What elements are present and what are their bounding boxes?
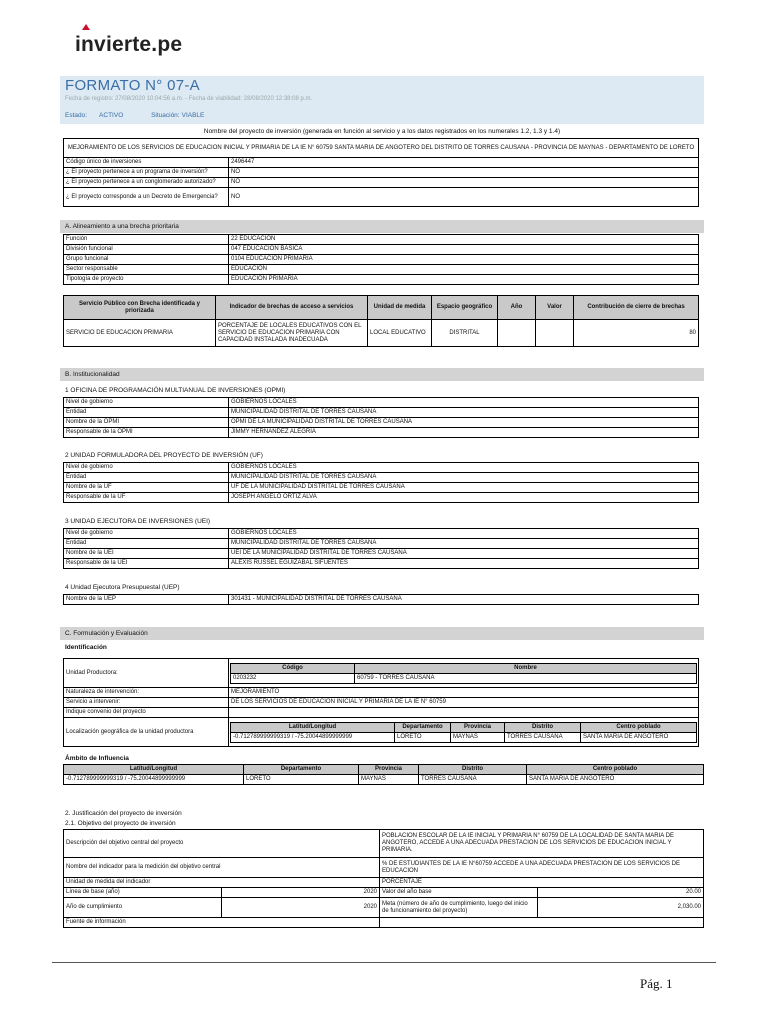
registration-dates: Fecha de registro: 27/08/2020 10:04:56 a.m. - Fecha de viabilidad: 28/08/2020 12:38:08 p.m. — [65, 96, 313, 102]
objetivo-title: 2.1. Objetivo del proyecto de inversión — [65, 820, 176, 827]
objective-table — [63, 829, 704, 928]
brecha-header-anio: Año — [498, 296, 536, 320]
brecha-unidad: LOCAL EDUCATIVO — [368, 320, 432, 347]
up-nombre: 60759 - TORRES CAUSANA — [355, 673, 697, 683]
opmi-responsable-value: JIMMY HERNANDEZ ALEGRIA — [229, 428, 699, 438]
invierte-logo: invierte.pe — [75, 33, 183, 56]
page-title: FORMATO N° 07-A — [65, 77, 200, 94]
situacion-value: VIABLE — [181, 112, 205, 119]
uep-nombre-value: 301431 - MUNICIPALIDAD DISTRITAL DE TORRES CAUSANA — [229, 595, 699, 605]
uei-nombre-value: UEI DE LA MUNICIPALIDAD DISTRITAL DE TORRES CAUSANA — [229, 549, 699, 559]
uep-title: 4 Unidad Ejecutora Presupuestal (UEP) — [65, 584, 180, 591]
uf-entidad-value: MUNICIPALIDAD DISTRITAL DE TORRES CAUSANA — [229, 473, 699, 483]
emergencia-label: ¿ El proyecto corresponde a un Decreto de Emergencia? — [64, 188, 229, 207]
servicio-label: Servicio a intervenir: — [64, 698, 229, 708]
brecha-anio — [498, 320, 536, 347]
amb-provincia: MAYNAS — [359, 775, 419, 785]
alignment-table — [63, 234, 699, 285]
funcion-value: 22 EDUCACIÓN — [229, 235, 699, 245]
amb-header-distrito: Distrito — [419, 765, 527, 775]
brecha-servicio: SERVICIO DE EDUCACION PRIMARIA — [64, 320, 216, 347]
tipologia-value: EDUCACIÓN PRIMARIA — [229, 275, 699, 285]
loc-header-centro: Centro poblado — [581, 722, 697, 732]
uep-table — [63, 594, 699, 605]
opmi-entidad-label: Entidad — [64, 408, 229, 418]
uf-entidad-label: Entidad — [64, 473, 229, 483]
amb-latlon: -0.712789999999319 / -75.20044899999999 — [64, 775, 244, 785]
loc-distrito: TORRES CAUSANA — [505, 732, 581, 742]
project-table — [63, 138, 699, 207]
brecha-valor — [536, 320, 574, 347]
up-header-nombre: Nombre — [355, 663, 697, 673]
brecha-header-indicador: Indicador de brechas de acceso a servicios — [216, 296, 368, 320]
localizacion-subtable — [230, 722, 697, 743]
amb-centro: SANTA MARIA DE ANGOTERO — [527, 775, 704, 785]
situacion-label: Situación: — [151, 112, 180, 119]
meta-label: Meta (número de año de cumplimiento, luego del inicio de funcionamiento del proyecto) — [380, 898, 538, 918]
footer-divider — [52, 962, 716, 963]
status-line — [65, 112, 216, 119]
uei-nivel-label: Nivel de gobierno — [64, 529, 229, 539]
amb-header-centro: Centro poblado — [527, 765, 704, 775]
page-number: Pág. 1 — [640, 976, 673, 991]
loc-departamento: LORETO — [395, 732, 451, 742]
loc-latlon: -0.712789999999319 / -75.20044899999999 — [231, 732, 395, 742]
cui-label: Código único de inversiones — [64, 158, 229, 168]
uf-nombre-label: Nombre de la UF — [64, 483, 229, 493]
logo-accent-icon — [82, 24, 90, 30]
brecha-header-valor: Valor — [536, 296, 574, 320]
loc-header-distrito: Distrito — [505, 722, 581, 732]
valor-base-label: Valor del año base — [380, 888, 538, 898]
brecha-header-espacio: Espacio geográfico — [432, 296, 498, 320]
uei-responsable-label: Responsable de la UEI — [64, 559, 229, 569]
programa-value: NO — [229, 168, 699, 178]
descripcion-label: Descripción del objetivo central del proyecto — [64, 830, 380, 858]
uf-table — [63, 462, 699, 503]
up-header-codigo: Código — [231, 663, 355, 673]
justificacion-title: 2. Justificación del proyecto de inversión — [65, 810, 182, 817]
uf-title: 2 UNIDAD FORMULADORA DEL PROYECTO DE INVERSIÓN (UF) — [65, 452, 263, 459]
opmi-nivel-label: Nivel de gobierno — [64, 398, 229, 408]
unidad-medida-value: PORCENTAJE — [380, 878, 704, 888]
conglomerado-value: NO — [229, 178, 699, 188]
uei-table — [63, 528, 699, 569]
opmi-title: 1 OFICINA DE PROGRAMACIÓN MULTIANUAL DE INVERSIONES (OPMI) — [65, 387, 286, 394]
naturaleza-value: MEJORAMIENTO — [229, 688, 699, 698]
ambito-title: Ámbito de Influencia — [65, 755, 129, 762]
uf-responsable-label: Responsable de la UF — [64, 493, 229, 503]
indicador-label: Nombre del indicador para la medición del objetivo central — [64, 858, 380, 878]
amb-departamento: LORETO — [244, 775, 359, 785]
opmi-nivel-value: GOBIERNOS LOCALES — [229, 398, 699, 408]
identification-table — [63, 658, 699, 747]
convenio-value — [229, 708, 699, 718]
naturaleza-label: Naturaleza de intervención: — [64, 688, 229, 698]
convenio-label: Indique convenio del proyecto — [64, 708, 229, 718]
uf-responsable-value: JOSEPH ANGELO ORTIZ ALVA — [229, 493, 699, 503]
brecha-espacio: DISTRITAL — [432, 320, 498, 347]
uep-nombre-label: Nombre de la UEP — [64, 595, 229, 605]
servicio-value: DE LOS SERVICIOS DE EDUCACION INICIAL Y PRIMARIA DE LA IE N° 60759 — [229, 698, 699, 708]
emergencia-value: NO — [229, 188, 699, 207]
project-heading: Nombre del proyecto de inversión (generada en función al servicio y a los datos registrados en los numerales 1.2, 1.3 y 1.4) — [203, 128, 561, 135]
estado-label: Estado: — [65, 112, 88, 119]
uei-nombre-label: Nombre de la UEI — [64, 549, 229, 559]
unidad-productora-label: Unidad Productora: — [64, 659, 229, 688]
uf-nivel-label: Nivel de gobierno — [64, 463, 229, 473]
project-name: MEJORAMIENTO DE LOS SERVICIOS DE EDUCACION INICIAL Y PRIMARIA DE LA IE N° 60759 SANTA MARIA DE ANGOTERO DEL DISTRITO DE TORRES CAUSANA - PROVINCIA DE MAYNAS - DEPARTAMENTO DE LORETO — [64, 139, 699, 158]
ambito-table — [63, 764, 704, 785]
division-label: División funcional — [64, 245, 229, 255]
unidad-medida-label: Unidad de medida del indicador — [64, 878, 380, 888]
uei-entidad-value: MUNICIPALIDAD DISTRITAL DE TORRES CAUSANA — [229, 539, 699, 549]
uei-responsable-value: ALEXIS RUSSEL EGUIZABAL SIFUENTES — [229, 559, 699, 569]
unidad-productora-subtable — [230, 663, 697, 684]
section-c-title: C. Formulación y Evaluación — [60, 627, 704, 640]
linea-base-label: Línea de base (año) — [64, 888, 222, 898]
fuente-label: Fuente de información — [64, 918, 380, 928]
loc-header-departamento: Departamento — [395, 722, 451, 732]
opmi-responsable-label: Responsable de la OPMI — [64, 428, 229, 438]
linea-base-year: 2020 — [222, 888, 380, 898]
brecha-header-servicio: Servicio Público con Brecha identificada y priorizada — [64, 296, 216, 320]
opmi-table — [63, 397, 699, 438]
uf-nivel-value: GOBIERNOS LOCALES — [229, 463, 699, 473]
fuente-value — [380, 918, 704, 928]
brecha-contribucion: 80 — [574, 320, 699, 347]
section-a-title: A. Alineamiento a una brecha prioritaria — [60, 220, 704, 233]
programa-label: ¿ El proyecto pertenece a un programa de inversión? — [64, 168, 229, 178]
amb-header-provincia: Provincia — [359, 765, 419, 775]
loc-centro: SANTA MARIA DE ANGOTERO — [581, 732, 697, 742]
brecha-table — [63, 295, 699, 347]
cui-value: 2496447 — [229, 158, 699, 168]
localizacion-label: Localización geográfica de la unidad productora — [64, 718, 229, 747]
anio-cumplimiento-year: 2020 — [222, 898, 380, 918]
meta-value: 2,030.00 — [538, 898, 704, 918]
uei-title: 3 UNIDAD EJECUTORA DE INVERSIONES (UEI) — [65, 518, 211, 525]
uei-entidad-label: Entidad — [64, 539, 229, 549]
opmi-entidad-value: MUNICIPALIDAD DISTRITAL DE TORRES CAUSANA — [229, 408, 699, 418]
section-b-title: B. Institucionalidad — [60, 368, 704, 381]
loc-provincia: MAYNAS — [451, 732, 505, 742]
estado-value: ACTIVO — [99, 112, 124, 119]
loc-header-latlon: Latitud/Longitud — [231, 722, 395, 732]
opmi-nombre-value: OPMI DE LA MUNICIPALIDAD DISTRITAL DE TORRES CAUSANA — [229, 418, 699, 428]
funcion-label: Función — [64, 235, 229, 245]
grupo-value: 0104 EDUCACIÓN PRIMARIA — [229, 255, 699, 265]
brecha-indicador: PORCENTAJE DE LOCALES EDUCATIVOS CON EL SERVICIO DE EDUCACION PRIMARIA CON CAPACIDAD INSTALADA INADECUADA — [216, 320, 368, 347]
descripcion-value: POBLACION ESCOLAR DE LA IE INICIAL Y PRIMARIA N° 60759 DE LA LOCALIDAD DE SANTA MARIA DE ANGOTERO, ACCEDE A UNA ADECUADA PRESTACION DE LOS SERVICIOS DE EDUCACION INICIAL Y PRIMARIA. — [380, 830, 704, 858]
uf-nombre-value: UF DE LA MUNICIPALIDAD DISTRITAL DE TORRES CAUSANA — [229, 483, 699, 493]
valor-base-value: 20.00 — [538, 888, 704, 898]
sector-value: EDUCACION — [229, 265, 699, 275]
opmi-nombre-label: Nombre de la OPMI — [64, 418, 229, 428]
up-codigo: 0203232 — [231, 673, 355, 683]
division-value: 047 EDUCACIÓN BÁSICA — [229, 245, 699, 255]
uei-nivel-value: GOBIERNOS LOCALES — [229, 529, 699, 539]
amb-distrito: TORRES CAUSANA — [419, 775, 527, 785]
indicador-value: % DE ESTUDIANTES DE LA IE N°60759 ACCEDE A UNA ADECUADA PRESTACION DE LOS SERVICIOS DE EDUCACION — [380, 858, 704, 878]
sector-label: Sector responsable — [64, 265, 229, 275]
conglomerado-label: ¿ El proyecto pertenece a un conglomerado autorizado? — [64, 178, 229, 188]
grupo-label: Grupo funcional — [64, 255, 229, 265]
brecha-header-unidad: Unidad de medida — [368, 296, 432, 320]
tipologia-label: Tipología de proyecto — [64, 275, 229, 285]
loc-header-provincia: Provincia — [451, 722, 505, 732]
amb-header-departamento: Departamento — [244, 765, 359, 775]
brecha-header-contribucion: Contribución de cierre de brechas — [574, 296, 699, 320]
anio-cumplimiento-label: Año de cumplimiento — [64, 898, 222, 918]
amb-header-latlon: Latitud/Longitud — [64, 765, 244, 775]
identificacion-title: Identificación — [65, 644, 107, 651]
